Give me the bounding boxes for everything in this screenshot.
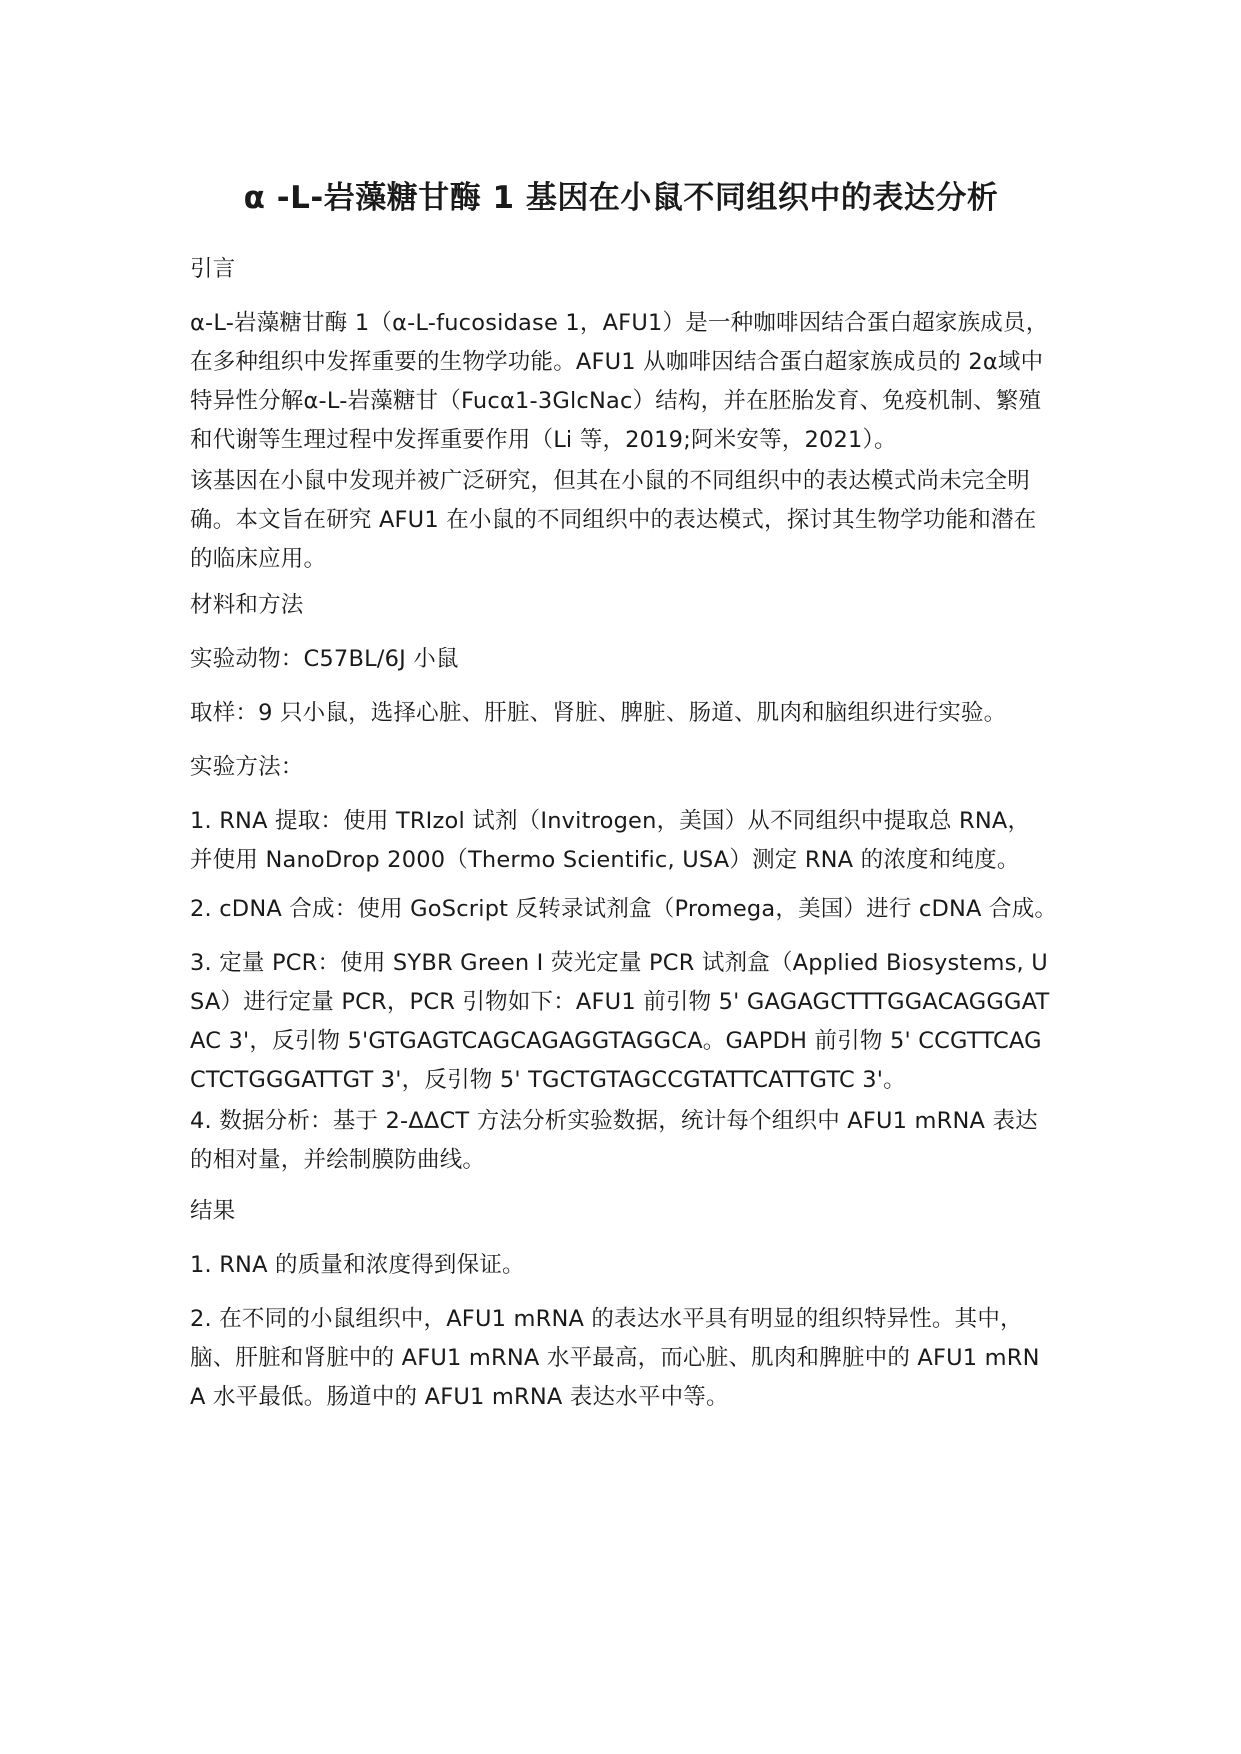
document-page	[190, 0, 1058, 1754]
method-step-2: 2. cDNA 合成：使用 GoScript 反转录试剂盒（Promega，美国）进行 cDNA 合成。	[190, 896, 1058, 922]
intro-heading: 引言	[190, 256, 236, 282]
result-1: 1. RNA 的质量和浓度得到保证。	[190, 1252, 525, 1278]
method-step-3: 3. 定量 PCR：使用 SYBR Green I 荧光定量 PCR 试剂盒（Applied Biosystems, USA）进行定量 PCR，PCR 引物如下：AFU1 前引物 5' GAGAGCTTTGGACAGGGATAC 3'，反引物 5'GTGAGTCAGCAGAGGTAGGCA。GAPDH 前引物 5' CCGTTCAGCTCTGGGATTGT 3'，反引物 5' TGCTGTAGCCGTATTCATTGTC 3'。	[190, 950, 1050, 1093]
method-step-4: 4. 数据分析：基于 2-ΔΔCT 方法分析实验数据，统计每个组织中 AFU1 mRNA 表达的相对量，并绘制膜防曲线。	[190, 1108, 1038, 1173]
intro-paragraph-1: α-L-岩藻糖甘酶 1（α-L-fucosidase 1，AFU1）是一种咖啡因结合蛋白超家族成员，在多种组织中发挥重要的生物学功能。AFU1 从咖啡因结合蛋白超家族成员的 2α域中特异性分解α-L-岩藻糖甘（Fucα1-3GlcNac）结构，并在胚胎发育、免疫机制、繁殖和代谢等生理过程中发挥重要作用（Li 等，2019;阿米安等，2021）。	[190, 310, 1049, 453]
intro-paragraph-2: 该基因在小鼠中发现并被广泛研究，但其在小鼠的不同组织中的表达模式尚未完全明确。本文旨在研究 AFU1 在小鼠的不同组织中的表达模式，探讨其生物学功能和潜在的临床应用。	[190, 468, 1037, 572]
methods-heading: 材料和方法	[190, 592, 304, 618]
sampling-line: 取样：9 只小鼠，选择心脏、肝脏、肾脏、脾脏、肠道、肌肉和脑组织进行实验。	[190, 700, 1007, 726]
method-step-1: 1. RNA 提取：使用 TRIzol 试剂（Invitrogen，美国）从不同组织中提取总 RNA，并使用 NanoDrop 2000（Thermo Scientific, USA）测定 RNA 的浓度和纯度。	[190, 808, 1031, 873]
results-heading: 结果	[190, 1198, 236, 1224]
document-title: α -L-岩藻糖甘酶 1 基因在小鼠不同组织中的表达分析	[243, 180, 999, 216]
animals-line: 实验动物：C57BL/6J 小鼠	[190, 646, 459, 672]
methods-label: 实验方法：	[190, 754, 304, 780]
result-2: 2. 在不同的小鼠组织中，AFU1 mRNA 的表达水平具有明显的组织特异性。其中，脑、肝脏和肾脏中的 AFU1 mRNA 水平最高，而心脏、肌肉和脾脏中的 AFU1 mRNA 水平最低。肠道中的 AFU1 mRNA 表达水平中等。	[190, 1306, 1040, 1410]
